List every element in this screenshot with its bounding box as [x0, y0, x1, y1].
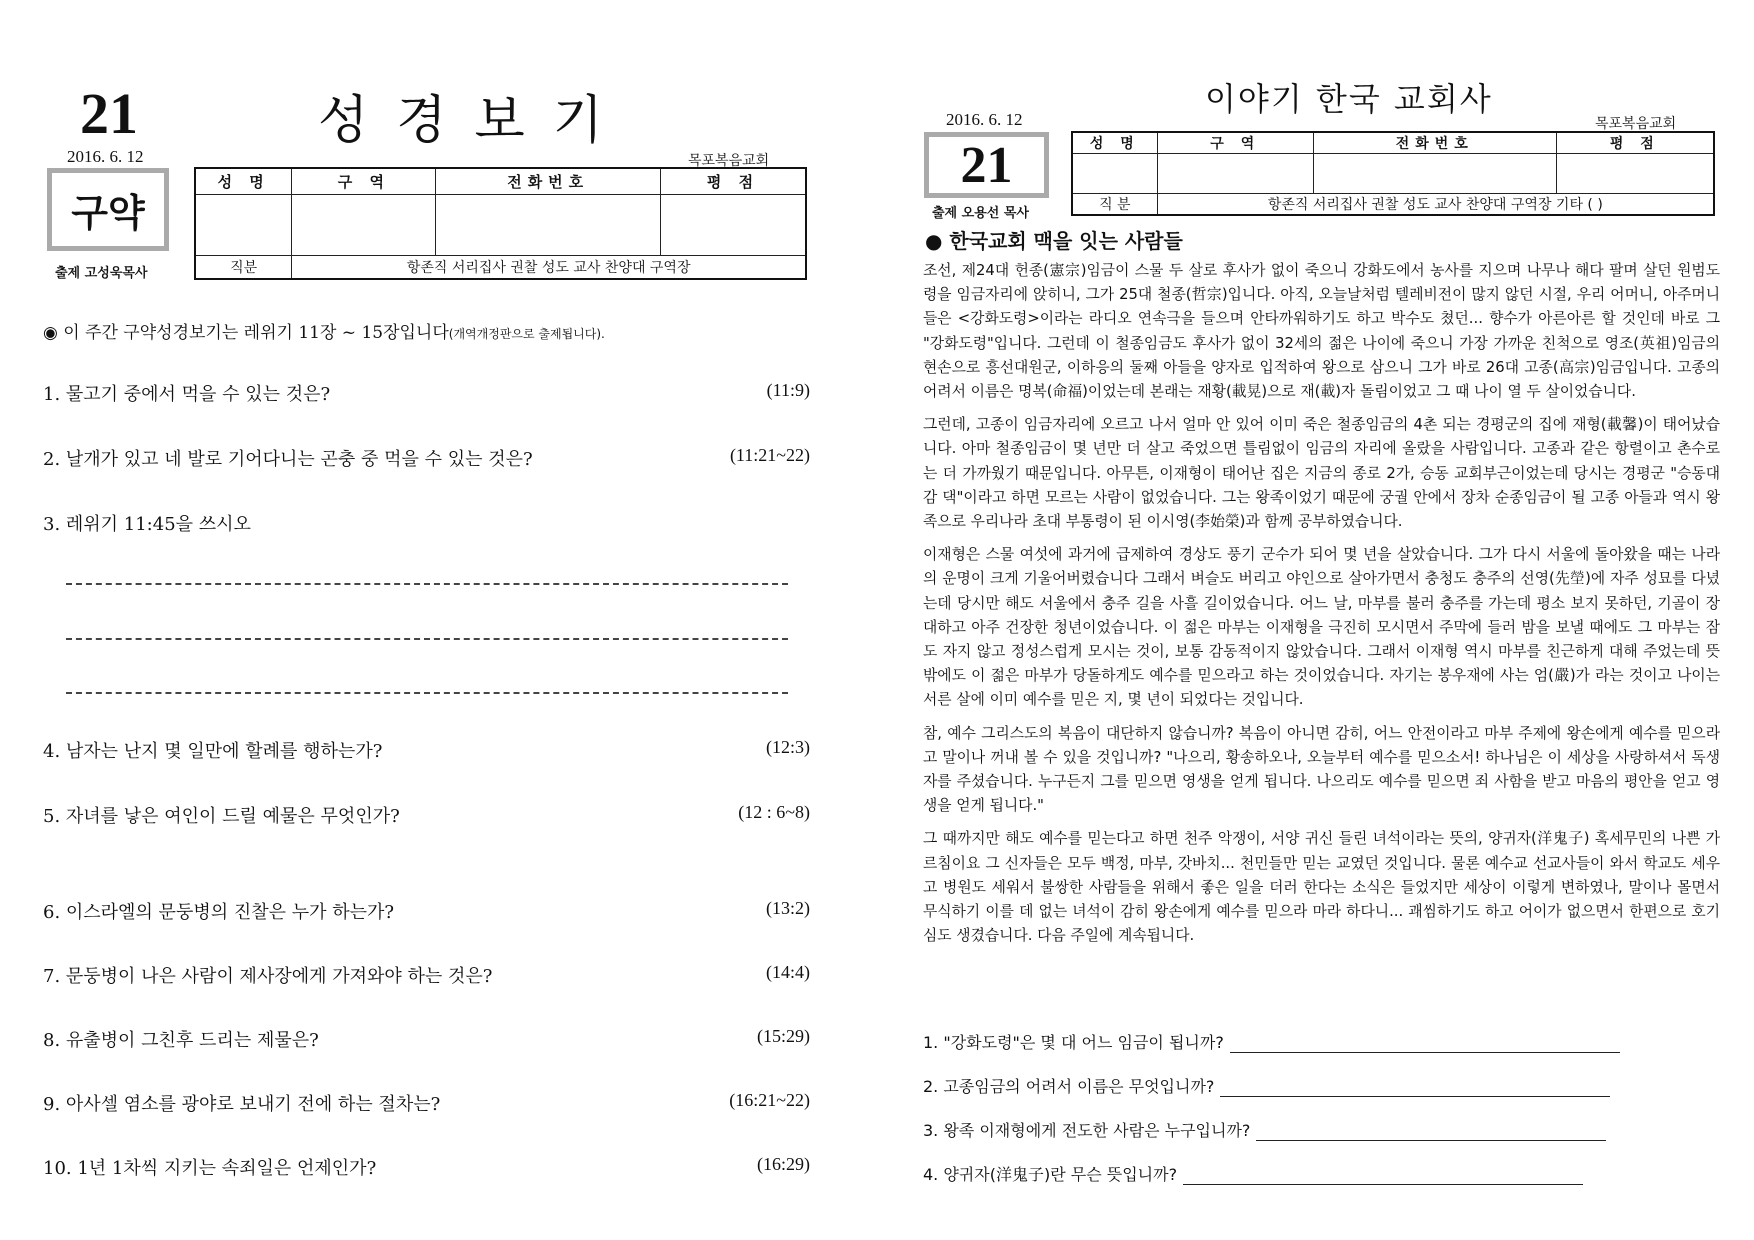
answer-line[interactable] — [1220, 1081, 1610, 1097]
header-district: 구 역 — [292, 168, 436, 195]
intro-main: ◉ 이 주간 구약성경보기는 레위기 11장 ~ 15장입니다 — [43, 323, 449, 343]
header-phone: 전화번호 — [436, 168, 661, 195]
district-field[interactable] — [1157, 154, 1313, 194]
header-score: 평 점 — [661, 168, 806, 195]
answer-line[interactable] — [1183, 1169, 1583, 1185]
role-options: 항존직 서리집사 권찰 성도 교사 찬양대 구역장 — [292, 256, 806, 280]
name-field[interactable] — [1072, 154, 1157, 194]
paragraph: 조선, 제24대 헌종(憲宗)임금이 스물 두 살로 후사가 없이 죽으니 강화도에서 농사를 지으며 나무나 해다 팔며 살던 원범도령을 임금자리에 앉히니, 그가 25대 철종(哲宗)입니다. 아직, 오늘날처럼 텔레비전이 많지 않던 시절, 우리 어머니, 아주머니들은 <강화도령>이라는 라디오 연속극을 들으며 안타까워하기도 하고 박수도 쳤던... 향수가 아른아른 할 것인데 바로 그 "강화도령"입니다. 그런데 이 철종임금도 후사가 없이 32세의 젊은 나이에 죽으니 가장 가까운 친척으로 영조(英祖)임금의 현손으로 흥선대원군, 이하응의 둘째 아들을 양자로 입적하여 왕으로 삼으니 그가 바로 26대 고종(高宗)임금입니다. 고종의 어려서 이름은 명복(命福)이었는데 본래는 재황(載晃)으로 재(載)자 돌림이었고 그 때 나이 열 두 살이었습니다. — [923, 262, 1720, 401]
header-score: 평 점 — [1556, 132, 1714, 154]
question-1: 1. 물고기 중에서 먹을 수 있는 것은? — [43, 384, 331, 405]
paragraph: 그 때까지만 해도 예수를 믿는다고 하면 천주 악쟁이, 서양 귀신 들린 녀석이라는 뜻의, 양귀자(洋鬼子) 혹세무민의 나쁜 가르침이요 그 신자들은 모두 백정, 마부, 갓바치... 천민들만 믿는 교였던 것입니다. 물론 예수교 선교사들이 와서 학교도 세우고 병원도 세워서 불쌍한 사람들을 위해서 좋은 일을 더러 한다는 소식은 들었지만 세상이 이렇게 변하였나, 말이나 몰면서 무식하기 이를 데 없는 녀석이 감히 왕손에게 예수를 믿으라 마라 하다니... 괘씸하기도 하고 어이가 없으면서 한편으로 호기심도 생겼습니다. 다음 주일에 계속됩니다. — [923, 830, 1720, 945]
header-name: 성 명 — [1072, 132, 1157, 154]
right-question-text: 4. 양귀자(洋鬼子)란 무슨 뜻입니까? — [923, 1165, 1178, 1184]
answer-line[interactable] — [1230, 1037, 1620, 1053]
question-6: 6. 이스라엘의 문둥병의 진찰은 누가 하는가? — [43, 902, 395, 923]
old-testament-badge: 구약 — [47, 168, 169, 251]
left-page-title: 성경보기 — [318, 91, 631, 151]
right-question-1 — [923, 1030, 1620, 1053]
right-lesson-number-badge: 21 — [924, 132, 1049, 198]
right-question-3 — [923, 1118, 1606, 1141]
answer-line[interactable] — [1256, 1125, 1606, 1141]
answer-line[interactable] — [66, 583, 788, 585]
phone-field[interactable] — [436, 195, 661, 256]
question-9-ref: (16:21~22) — [729, 1090, 810, 1110]
header-name: 성 명 — [195, 168, 292, 195]
question-8: 8. 유출병이 그친후 드리는 제물은? — [43, 1030, 319, 1051]
phone-field[interactable] — [1313, 154, 1556, 194]
question-10: 10. 1년 1차씩 지키는 속죄일은 언제인가? — [43, 1158, 377, 1179]
question-5: 5. 자녀를 낳은 여인이 드릴 예물은 무엇인가? — [43, 806, 400, 827]
right-question-text: 2. 고종임금의 어려서 이름은 무엇입니까? — [923, 1077, 1215, 1096]
left-lesson-number: 21 — [80, 81, 138, 146]
role-label: 직분 — [195, 256, 292, 280]
question-10-ref: (16:29) — [757, 1154, 810, 1174]
left-info-table — [194, 167, 807, 280]
left-church-name: 목포복음교회 — [688, 153, 770, 169]
right-author: 출제 오용선 목사 — [932, 206, 1029, 221]
district-field[interactable] — [292, 195, 436, 256]
question-5-ref: (12 : 6~8) — [738, 802, 810, 822]
answer-line[interactable] — [66, 638, 788, 640]
right-question-text: 3. 왕족 이재형에게 전도한 사람은 누구입니까? — [923, 1121, 1251, 1140]
question-7-ref: (14:4) — [766, 962, 810, 982]
answer-line[interactable] — [66, 692, 788, 694]
header-phone: 전화번호 — [1313, 132, 1556, 154]
question-1-ref: (11:9) — [766, 380, 810, 400]
paragraph: 참, 예수 그리스도의 복음이 대단하지 않습니까? 복음이 아니면 감히, 어느 안전이라고 마부 주제에 왕손에게 예수를 믿으라고 말이나 꺼내 볼 수 있을 것입니까? "나으리, 황송하오나, 오늘부터 예수를 믿으소서! 하나님은 이 세상을 사랑하셔서 독생자를 주셨습니다. 누구든지 그를 믿으면 영생을 얻게 됩니다. 나으리도 예수를 믿으면 죄 사함을 받고 마음의 평안을 얻고 영생을 얻게 됩니다." — [923, 724, 1720, 815]
name-field[interactable] — [195, 195, 292, 256]
question-8-ref: (15:29) — [757, 1026, 810, 1046]
question-3: 3. 레위기 11:45을 쓰시오 — [43, 514, 251, 535]
right-info-table — [1071, 131, 1715, 216]
role-label: 직 분 — [1072, 194, 1157, 216]
right-church-name: 목포복음교회 — [1595, 116, 1677, 132]
right-question-4 — [923, 1162, 1583, 1185]
article-body — [923, 259, 1720, 957]
question-4: 4. 남자는 난지 몇 일만에 할례를 행하는가? — [43, 741, 383, 762]
question-6-ref: (13:2) — [766, 898, 810, 918]
section-heading: ● 한국교회 맥을 잇는 사람들 — [925, 229, 1183, 253]
right-page-title: 이야기 한국 교회사 — [1205, 80, 1493, 118]
right-question-2 — [923, 1074, 1610, 1097]
right-question-text: 1. "강화도령"은 몇 대 어느 임금이 됩니까? — [923, 1033, 1224, 1052]
score-field[interactable] — [661, 195, 806, 256]
question-2-ref: (11:21~22) — [729, 445, 810, 465]
left-date: 2016. 6. 12 — [67, 147, 144, 166]
question-2: 2. 날개가 있고 네 발로 기어다니는 곤충 중 먹을 수 있는 것은? — [43, 449, 533, 470]
question-7: 7. 문둥병이 나은 사람이 제사장에게 가져와야 하는 것은? — [43, 966, 493, 987]
paragraph: 그런데, 고종이 임금자리에 오르고 나서 얼마 안 있어 이미 죽은 철종임금의 4촌 되는 경평군의 집에 재형(載馨)이 태어났습니다. 아마 철종임금이 몇 년만 더 살고 죽었으면 틀림없이 임금의 자리에 올랐을 사람입니다. 고종과 같은 항렬이고 촌수로는 더 가까웠기 때문입니다. 아무튼, 이재형이 태어난 집은 지금의 종로 2가, 승동 교회부근이었는데 당시는 경평군 "승동대감 댁"이라고 하면 모르는 사람이 없었습니다. 그는 왕족이었기 때문에 궁궐 안에서 장차 순종임금이 될 고종 아들과 역시 왕족으로 우리나라 초대 부통령이 된 이시영(李始榮)과 함께 공부하였습니다. — [923, 416, 1720, 531]
left-author: 출제 고성욱목사 — [55, 266, 148, 281]
role-options: 항존직 서리집사 권찰 성도 교사 찬양대 구역장 기타 ( ) — [1157, 194, 1714, 216]
header-district: 구 역 — [1157, 132, 1313, 154]
left-intro — [43, 318, 605, 343]
intro-note: (개역개정판으로 출제됩니다). — [448, 327, 605, 341]
score-field[interactable] — [1556, 154, 1714, 194]
question-9: 9. 아사셀 염소를 광야로 보내기 전에 하는 절차는? — [43, 1094, 441, 1115]
paragraph: 이재형은 스물 여섯에 과거에 급제하여 경상도 풍기 군수가 되어 몇 년을 살았습니다. 그가 다시 서울에 돌아왔을 때는 나라의 운명이 크게 기울어버렸습니다 그래서 벼슬도 버리고 야인으로 살아가면서 충청도 충주의 선영(先塋)에 자주 성묘를 다녔는데 당시만 해도 서울에서 충주 길을 사흘 길이었습니다. 어느 날, 마부를 불러 충주를 가는데 평소 보지 못하던, 기골이 장대하고 아주 건장한 청년이었습니다. 이 젊은 마부는 이재형을 극진히 모시면서 주막에 들러 밤을 보낼 때에도 그 마부는 잠도 자지 않고 정성스럽게 모시는 것이, 보통 감동적이지 않았습니다. 그래서 이재형 역시 마부를 친근하게 대해 주었는데 뜻밖에도 이 젊은 마부가 당돌하게도 예수를 믿으라고 하는 것이었습니다. 자기는 봉우재에 사는 엄(嚴)가 라는 것이고 나이는 서른 살에 이미 예수를 믿은 지, 몇 년이 되었다는 것입니다. — [923, 546, 1721, 709]
right-date: 2016. 6. 12 — [946, 110, 1023, 129]
question-4-ref: (12:3) — [766, 737, 810, 757]
